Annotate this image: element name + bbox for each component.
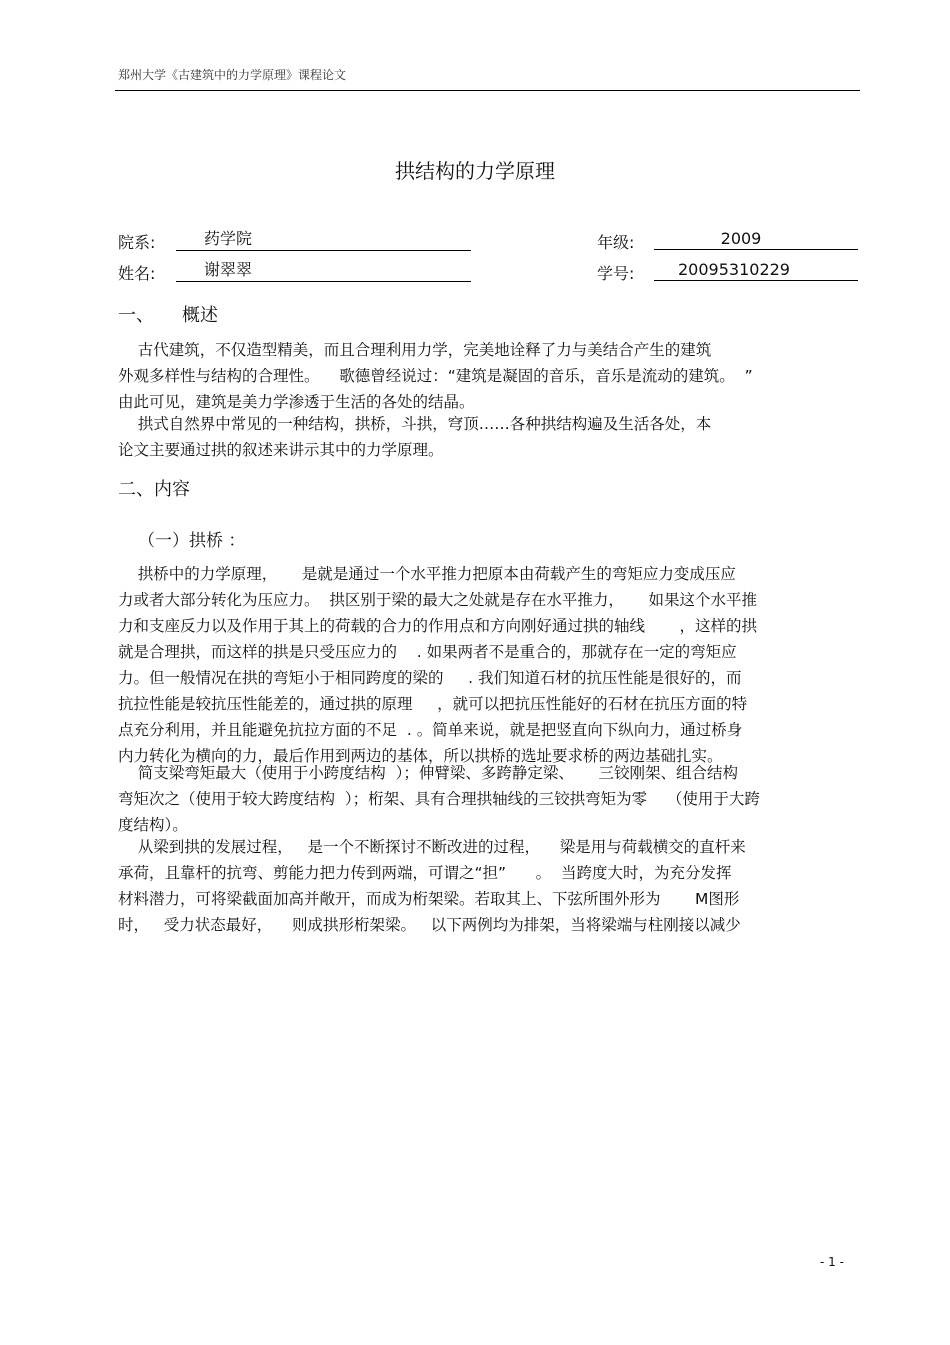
section1-title: 概述 [182,305,218,326]
section1-paragraph-1 [118,337,858,415]
text-line: 抗拉性能是较抗压性能差的，通过拱的原理 ，就可以把抗压性能好的石材在抗压方面的特 [118,695,748,713]
name-field [176,260,471,282]
text-line: 承荷，且靠杆的抗弯、剪能力把力传到两端，可谓之“担” 。 当跨度大时，为充分发挥 [118,864,732,882]
dept-label: 院系: [118,233,156,252]
text-line: 拱桥中的力学原理， 是就是通过一个水平推力把原本由荷载产生的弯矩应力变成压应 [118,565,736,583]
text-line: 外观多样性与结构的合理性。 歌德曾经说过：“建筑是凝固的音乐，音乐是流动的建筑。 ” [118,367,753,385]
grade-value: 2009 [720,229,762,248]
page-number: - 1 - [820,1255,844,1269]
grade-label: 年级: [597,233,635,252]
text-line: 时， 受力状态最好， 则成拱形桁架梁。 以下两例均为排架，当将梁端与柱刚接以减少 [118,916,741,934]
text-line: 内力转化为横向的力，最后作用到两边的基体，所以拱桥的选址要求桥的两边基础扎实。 [118,747,723,765]
section2-paragraph-3 [118,834,858,938]
name-label: 姓名: [118,264,156,283]
text-line: 从梁到拱的发展过程， 是一个不断探讨不断改进的过程， 梁是用与荷载横交的直杆来 [118,838,746,856]
header-divider [115,90,860,91]
text-line: 古代建筑，不仅造型精美，而且合理利用力学，完美地诠释了力与美结合产生的建筑 [118,341,712,359]
dept-value: 药学院 [204,229,253,248]
grade-field [654,229,858,250]
text-line: 力和支座反力以及作用于其上的荷载的合力的作用点和方向刚好通过拱的轴线 ，这样的拱 [118,617,757,635]
section1-paragraph-2 [118,411,858,463]
text-line: 简支梁弯矩最大（使用于小跨度结构 ）；伸臂梁、多跨静定梁、 三铰刚架、组合结构 [118,764,738,782]
subsection-arch-bridge: （一）拱桥 ： [138,531,246,551]
text-line: 论文主要通过拱的叙述来讲示其中的力学原理。 [118,441,444,459]
id-value: 20095310229 [678,260,790,279]
name-value: 谢翠翠 [204,260,253,279]
section1-number: 一、 [118,305,154,326]
section2-paragraph-1 [118,561,858,769]
paper-title: 拱结构的力学原理 [395,159,555,183]
text-line: 由此可见，建筑是美力学渗透于生活的各处的结晶。 [118,393,475,411]
id-field [654,260,858,281]
text-line: 拱式自然界中常见的一种结构，拱桥，斗拱，穹顶……各种拱结构遍及生活各处，本 [118,415,712,433]
section2-heading: 二、内容 [118,479,190,500]
text-line: 度结构）。 [118,816,188,834]
text-line: 力。但一般情况在拱的弯矩小于相同跨度的梁的 . 我们知道石材的抗压性能是很好的，而 [118,669,742,687]
running-header: 郑州大学《古建筑中的力学原理》课程论文 [118,68,347,82]
section2-paragraph-2 [118,760,858,838]
id-label: 学号: [597,264,635,283]
text-line: 材料潜力，可将梁截面加高并敞开，而成为桁架梁。若取其上、下弦所围外形为 M图形 [118,890,740,908]
section1-heading [118,301,218,327]
text-line: 弯矩次之（使用于较大跨度结构 ）；桁架、具有合理拱轴线的三铰拱弯矩为零 （使用于大跨 [118,790,760,808]
text-line: 点充分利用，并且能避免抗拉方面的不足 . 。简单来说，就是把竖直向下纵向力，通过桥身 [118,721,743,739]
text-line: 就是合理拱，而这样的拱是只受压应力的 . 如果两者不是重合的，那就存在一定的弯矩应 [118,643,737,661]
dept-field [176,229,471,251]
text-line: 力或者大部分转化为压应力。 拱区别于梁的最大之处就是存在水平推力， 如果这个水平推 [118,591,757,609]
